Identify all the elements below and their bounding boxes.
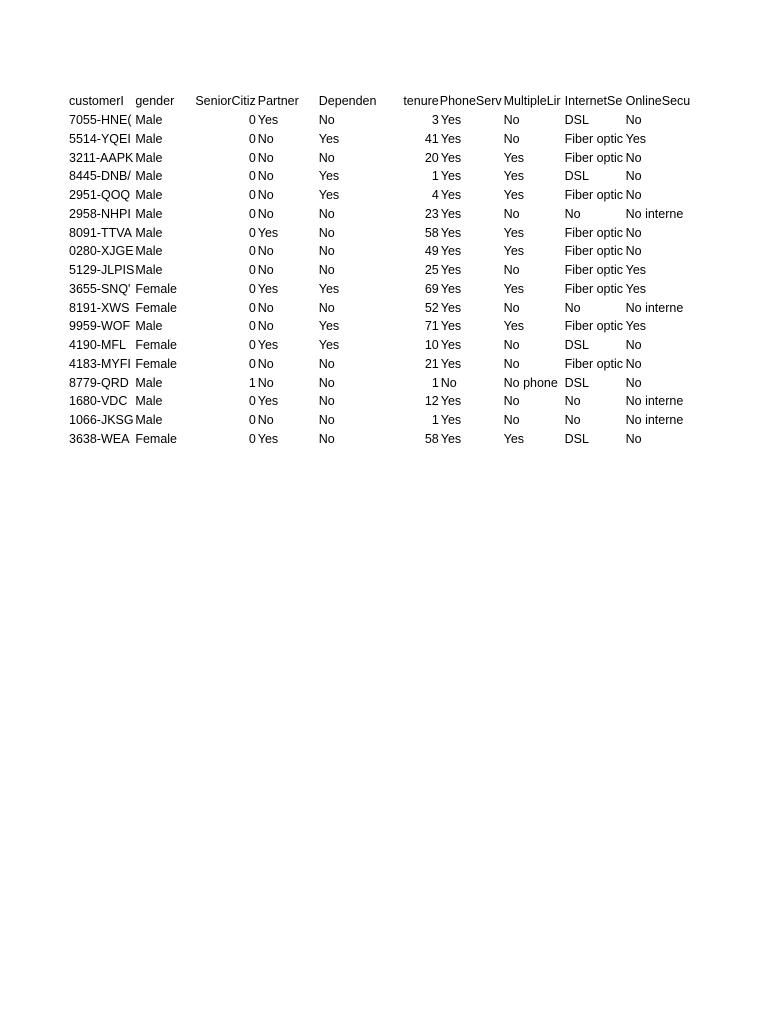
cell-gender[interactable]: Female: [135, 300, 178, 315]
cell-phoneservice[interactable]: Yes: [440, 356, 462, 371]
cell-multiplelines[interactable]: Yes: [503, 225, 525, 240]
cell-dependents[interactable]: Yes: [318, 188, 340, 203]
cell-seniorcitizen[interactable]: 0: [248, 319, 256, 334]
table-row: [68, 130, 690, 149]
cell-seniorcitizen[interactable]: 0: [248, 413, 256, 428]
cell-internetservice[interactable]: No: [564, 394, 581, 409]
cell-customerid[interactable]: 2951-QOQ: [69, 188, 131, 203]
cell-gender[interactable]: Female: [135, 356, 178, 371]
cell-internetservice[interactable]: Fiber optic: [564, 281, 623, 296]
cell-customerid[interactable]: 9959-WOF: [69, 319, 131, 334]
cell-tenure[interactable]: 12: [424, 394, 439, 409]
cell-phoneservice[interactable]: Yes: [440, 319, 462, 334]
cell-tenure[interactable]: 71: [424, 319, 439, 334]
cell-partner[interactable]: No: [257, 131, 274, 146]
cell-multiplelines[interactable]: No: [503, 413, 520, 428]
cell-onlinesecurity[interactable]: No: [625, 113, 642, 128]
cell-tenure[interactable]: 69: [424, 281, 439, 296]
cell-gender[interactable]: Male: [135, 150, 163, 165]
table-row: [68, 242, 690, 261]
cell-seniorcitizen[interactable]: 0: [248, 113, 256, 128]
cell-seniorcitizen[interactable]: 0: [248, 356, 256, 371]
cell-seniorcitizen[interactable]: 0: [248, 244, 256, 259]
cell-customerid[interactable]: 3655-SNQ': [69, 281, 131, 296]
cell-internetservice[interactable]: No: [564, 300, 581, 315]
cell-phoneservice[interactable]: Yes: [440, 263, 462, 278]
cell-customerid[interactable]: 4190-MFL: [69, 338, 126, 353]
cell-onlinesecurity[interactable]: No interne: [625, 394, 684, 409]
cell-partner[interactable]: No: [257, 169, 274, 184]
cell-onlinesecurity[interactable]: No: [625, 431, 642, 446]
cell-partner[interactable]: Yes: [257, 431, 279, 446]
table-row: [68, 298, 690, 317]
cell-customerid[interactable]: 8091-TTVA: [69, 225, 132, 240]
header-row: [68, 92, 690, 111]
cell-multiplelines[interactable]: Yes: [503, 169, 525, 184]
cell-partner[interactable]: Yes: [257, 338, 279, 353]
cell-seniorcitizen[interactable]: 0: [248, 188, 256, 203]
cell-onlinesecurity[interactable]: No: [625, 225, 642, 240]
cell-partner[interactable]: No: [257, 319, 274, 334]
cell-phoneservice[interactable]: Yes: [440, 394, 462, 409]
header-cell-partner[interactable]: Partner: [257, 94, 299, 109]
cell-seniorcitizen[interactable]: 0: [248, 338, 256, 353]
cell-customerid[interactable]: 4183-MYFI: [69, 356, 131, 371]
cell-onlinesecurity[interactable]: No: [625, 244, 642, 259]
cell-customerid[interactable]: 3638-WEA: [69, 431, 130, 446]
cell-internetservice[interactable]: Fiber optic: [564, 131, 623, 146]
table-row: [68, 317, 690, 336]
cell-multiplelines[interactable]: Yes: [503, 150, 525, 165]
cell-partner[interactable]: No: [257, 375, 274, 390]
header-cell-phoneservice[interactable]: PhoneServ: [439, 94, 502, 109]
cell-multiplelines[interactable]: Yes: [503, 431, 525, 446]
cell-tenure[interactable]: 58: [424, 431, 439, 446]
cell-dependents[interactable]: No: [318, 206, 335, 221]
cell-phoneservice[interactable]: Yes: [440, 113, 462, 128]
cell-phoneservice[interactable]: Yes: [440, 300, 462, 315]
cell-tenure[interactable]: 4: [431, 188, 439, 203]
data-table: [68, 92, 690, 448]
cell-gender[interactable]: Male: [135, 188, 163, 203]
cell-onlinesecurity[interactable]: No interne: [625, 206, 684, 221]
cell-phoneservice[interactable]: Yes: [440, 413, 462, 428]
table-row: [68, 111, 690, 130]
cell-multiplelines[interactable]: No: [503, 356, 520, 371]
cell-partner[interactable]: Yes: [257, 225, 279, 240]
cell-gender[interactable]: Male: [135, 263, 163, 278]
cell-partner[interactable]: No: [257, 356, 274, 371]
cell-multiplelines[interactable]: No: [503, 263, 520, 278]
cell-dependents[interactable]: No: [318, 356, 335, 371]
cell-seniorcitizen[interactable]: 0: [248, 431, 256, 446]
cell-onlinesecurity[interactable]: No: [625, 150, 642, 165]
header-cell-tenure[interactable]: tenure: [403, 94, 439, 109]
cell-onlinesecurity[interactable]: Yes: [625, 319, 647, 334]
cell-tenure[interactable]: 1: [431, 413, 439, 428]
cell-gender[interactable]: Male: [135, 169, 163, 184]
cell-internetservice[interactable]: Fiber optic: [564, 225, 623, 240]
cell-gender[interactable]: Male: [135, 113, 163, 128]
cell-dependents[interactable]: Yes: [318, 319, 340, 334]
table-row: [68, 392, 690, 411]
cell-multiplelines[interactable]: No: [503, 131, 520, 146]
cell-gender[interactable]: Male: [135, 375, 163, 390]
cell-dependents[interactable]: No: [318, 113, 335, 128]
cell-phoneservice[interactable]: Yes: [440, 431, 462, 446]
cell-customerid[interactable]: 1066-JKSG: [69, 413, 134, 428]
cell-multiplelines[interactable]: No: [503, 206, 520, 221]
cell-gender[interactable]: Male: [135, 394, 163, 409]
cell-dependents[interactable]: No: [318, 225, 335, 240]
cell-seniorcitizen[interactable]: 0: [248, 225, 256, 240]
cell-customerid[interactable]: 5129-JLPIS: [69, 263, 135, 278]
header-cell-internetservice[interactable]: InternetSe: [564, 94, 623, 109]
cell-onlinesecurity[interactable]: No: [625, 188, 642, 203]
table-row: [68, 167, 690, 186]
cell-dependents[interactable]: No: [318, 413, 335, 428]
cell-seniorcitizen[interactable]: 0: [248, 263, 256, 278]
cell-gender[interactable]: Male: [135, 225, 163, 240]
cell-multiplelines[interactable]: No phone: [503, 375, 558, 390]
table-row: [68, 411, 690, 430]
cell-partner[interactable]: No: [257, 188, 274, 203]
cell-partner[interactable]: Yes: [257, 394, 279, 409]
cell-seniorcitizen[interactable]: 0: [248, 150, 256, 165]
cell-seniorcitizen[interactable]: 0: [248, 131, 256, 146]
cell-multiplelines[interactable]: No: [503, 113, 520, 128]
cell-internetservice[interactable]: Fiber optic: [564, 150, 623, 165]
cell-onlinesecurity[interactable]: Yes: [625, 263, 647, 278]
cell-multiplelines[interactable]: Yes: [503, 281, 525, 296]
cell-tenure[interactable]: 20: [424, 150, 439, 165]
cell-dependents[interactable]: Yes: [318, 131, 340, 146]
cell-internetservice[interactable]: Fiber optic: [564, 356, 623, 371]
cell-partner[interactable]: No: [257, 244, 274, 259]
cell-phoneservice[interactable]: Yes: [440, 131, 462, 146]
cell-customerid[interactable]: 8191-XWS: [69, 300, 130, 315]
cell-customerid[interactable]: 8445-DNB/: [69, 169, 131, 184]
cell-customerid[interactable]: 2958-NHPI: [69, 206, 131, 221]
cell-multiplelines[interactable]: No: [503, 394, 520, 409]
header-cell-multiplelines[interactable]: MultipleLir: [503, 94, 561, 109]
cell-customerid[interactable]: 7055-HNE(: [69, 113, 132, 128]
cell-phoneservice[interactable]: Yes: [440, 281, 462, 296]
cell-customerid[interactable]: 3211-AAPK: [69, 150, 134, 165]
cell-onlinesecurity[interactable]: Yes: [625, 131, 647, 146]
cell-customerid[interactable]: 1680-VDC: [69, 394, 128, 409]
cell-dependents[interactable]: Yes: [318, 281, 340, 296]
cell-multiplelines[interactable]: Yes: [503, 244, 525, 259]
cell-internetservice[interactable]: Fiber optic: [564, 263, 623, 278]
table-row: [68, 186, 690, 205]
cell-gender[interactable]: Male: [135, 319, 163, 334]
cell-internetservice[interactable]: No: [564, 413, 581, 428]
cell-internetservice[interactable]: DSL: [564, 169, 589, 184]
cell-tenure[interactable]: 21: [424, 356, 439, 371]
cell-customerid[interactable]: 5514-YQEI: [69, 131, 131, 146]
cell-internetservice[interactable]: Fiber optic: [564, 188, 623, 203]
table-row: [68, 336, 690, 355]
cell-internetservice[interactable]: Fiber optic: [564, 244, 623, 259]
table-row: [68, 205, 690, 224]
header-cell-seniorcitizen[interactable]: SeniorCitiz: [195, 94, 256, 109]
cell-phoneservice[interactable]: No: [440, 375, 457, 390]
cell-onlinesecurity[interactable]: No: [625, 338, 642, 353]
header-cell-customerid[interactable]: customerI: [69, 94, 124, 109]
cell-partner[interactable]: No: [257, 150, 274, 165]
cell-dependents[interactable]: Yes: [318, 169, 340, 184]
cell-multiplelines[interactable]: No: [503, 338, 520, 353]
cell-tenure[interactable]: 41: [424, 131, 439, 146]
cell-seniorcitizen[interactable]: 1: [248, 375, 256, 390]
cell-customerid[interactable]: 8779-QRD: [69, 375, 129, 390]
cell-dependents[interactable]: No: [318, 300, 335, 315]
cell-tenure[interactable]: 1: [431, 169, 439, 184]
table-row: [68, 261, 690, 280]
cell-tenure[interactable]: 3: [431, 113, 439, 128]
cell-onlinesecurity[interactable]: Yes: [625, 281, 647, 296]
cell-partner[interactable]: Yes: [257, 281, 279, 296]
cell-tenure[interactable]: 23: [424, 206, 439, 221]
header-cell-onlinesecurity[interactable]: OnlineSecu: [625, 94, 691, 109]
cell-gender[interactable]: Female: [135, 431, 178, 446]
cell-onlinesecurity[interactable]: No interne: [625, 413, 684, 428]
cell-partner[interactable]: No: [257, 413, 274, 428]
cell-phoneservice[interactable]: Yes: [440, 206, 462, 221]
cell-gender[interactable]: Male: [135, 206, 163, 221]
cell-seniorcitizen[interactable]: 0: [248, 300, 256, 315]
cell-tenure[interactable]: 25: [424, 263, 439, 278]
table-row: [68, 430, 690, 449]
cell-dependents[interactable]: No: [318, 375, 335, 390]
cell-partner[interactable]: No: [257, 300, 274, 315]
cell-tenure[interactable]: 10: [424, 338, 439, 353]
cell-internetservice[interactable]: No: [564, 206, 581, 221]
cell-phoneservice[interactable]: Yes: [440, 338, 462, 353]
cell-dependents[interactable]: No: [318, 244, 335, 259]
cell-multiplelines[interactable]: Yes: [503, 188, 525, 203]
cell-phoneservice[interactable]: Yes: [440, 225, 462, 240]
cell-seniorcitizen[interactable]: 0: [248, 206, 256, 221]
cell-multiplelines[interactable]: No: [503, 300, 520, 315]
cell-tenure[interactable]: 49: [424, 244, 439, 259]
cell-dependents[interactable]: No: [318, 394, 335, 409]
cell-gender[interactable]: Female: [135, 338, 178, 353]
cell-internetservice[interactable]: DSL: [564, 113, 589, 128]
cell-tenure[interactable]: 58: [424, 225, 439, 240]
header-cell-dependents[interactable]: Dependen: [318, 94, 377, 109]
cell-internetservice[interactable]: DSL: [564, 338, 589, 353]
cell-gender[interactable]: Male: [135, 413, 163, 428]
cell-onlinesecurity[interactable]: No interne: [625, 300, 684, 315]
cell-gender[interactable]: Female: [135, 281, 178, 296]
cell-phoneservice[interactable]: Yes: [440, 169, 462, 184]
cell-internetservice[interactable]: DSL: [564, 431, 589, 446]
cell-partner[interactable]: Yes: [257, 113, 279, 128]
table-row: [68, 355, 690, 374]
cell-onlinesecurity[interactable]: No: [625, 169, 642, 184]
cell-partner[interactable]: No: [257, 263, 274, 278]
header-cell-gender[interactable]: gender: [135, 94, 175, 109]
cell-phoneservice[interactable]: Yes: [440, 244, 462, 259]
cell-internetservice[interactable]: Fiber optic: [564, 319, 623, 334]
cell-onlinesecurity[interactable]: No: [625, 356, 642, 371]
cell-tenure[interactable]: 1: [431, 375, 439, 390]
cell-seniorcitizen[interactable]: 0: [248, 394, 256, 409]
cell-customerid[interactable]: 0280-XJGE: [69, 244, 134, 259]
cell-gender[interactable]: Male: [135, 131, 163, 146]
table-row: [68, 148, 690, 167]
cell-dependents[interactable]: Yes: [318, 338, 340, 353]
cell-partner[interactable]: No: [257, 206, 274, 221]
cell-multiplelines[interactable]: Yes: [503, 319, 525, 334]
table-row: [68, 280, 690, 299]
cell-dependents[interactable]: No: [318, 431, 335, 446]
table-row: [68, 223, 690, 242]
cell-phoneservice[interactable]: Yes: [440, 188, 462, 203]
cell-onlinesecurity[interactable]: No: [625, 375, 642, 390]
cell-phoneservice[interactable]: Yes: [440, 150, 462, 165]
cell-gender[interactable]: Male: [135, 244, 163, 259]
cell-internetservice[interactable]: DSL: [564, 375, 589, 390]
cell-tenure[interactable]: 52: [424, 300, 439, 315]
cell-seniorcitizen[interactable]: 0: [248, 281, 256, 296]
cell-dependents[interactable]: No: [318, 263, 335, 278]
cell-seniorcitizen[interactable]: 0: [248, 169, 256, 184]
spreadsheet-area: [68, 92, 690, 448]
table-row: [68, 373, 690, 392]
cell-dependents[interactable]: No: [318, 150, 335, 165]
